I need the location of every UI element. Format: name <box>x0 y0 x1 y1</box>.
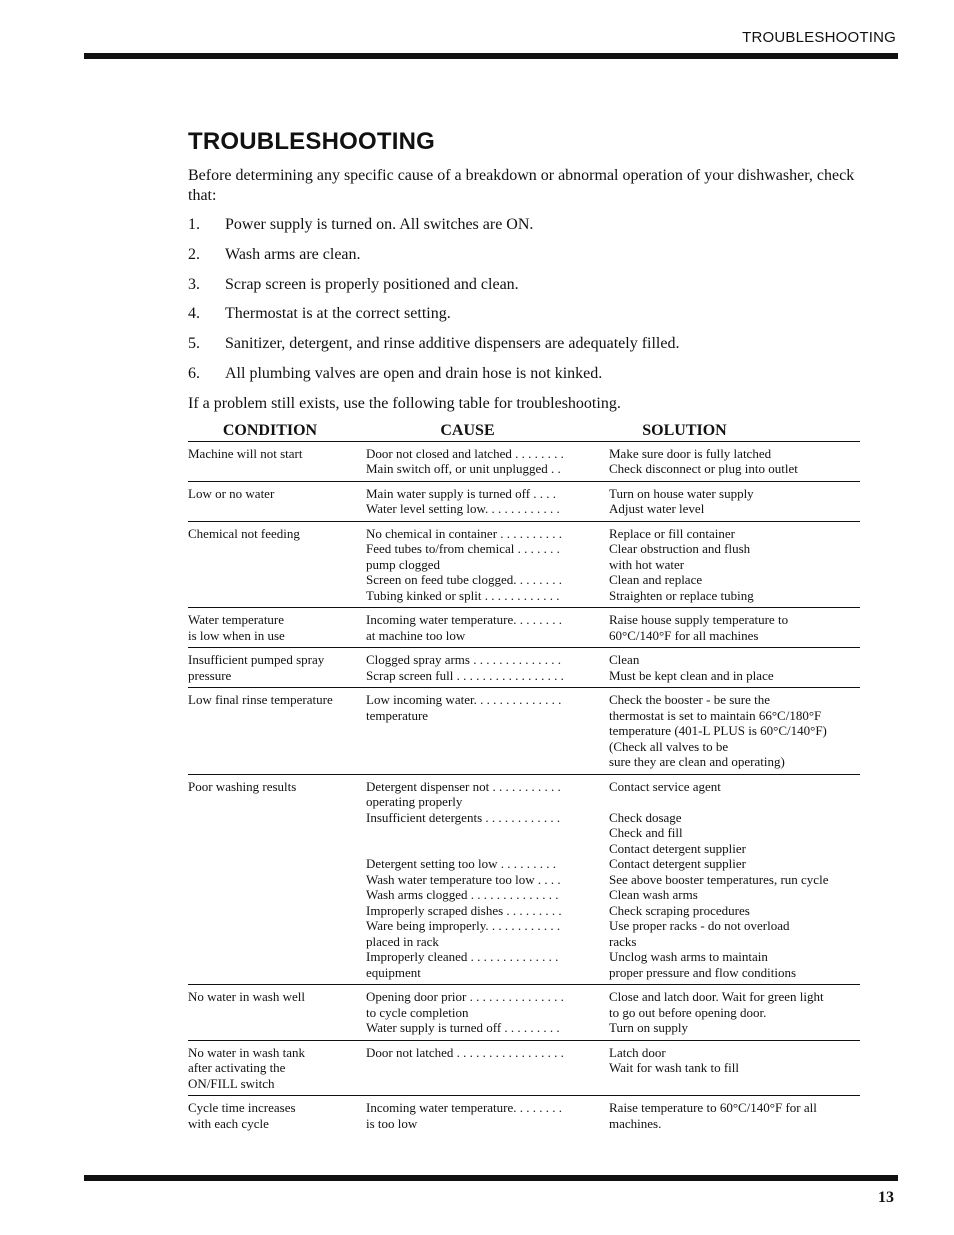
checklist-item <box>188 334 860 354</box>
item-text: Thermostat is at the correct setting. <box>225 305 451 323</box>
cell-line: Water temperature <box>188 612 285 628</box>
solution-cell <box>609 989 860 1036</box>
item-number: 3. <box>188 275 200 293</box>
cell-line: temperature (401-L PLUS is 60°C/140°F) <box>609 723 827 739</box>
cause-cell <box>366 692 609 770</box>
cell-line: Low final rinse temperature <box>188 692 333 708</box>
cell-line: Latch door <box>609 1044 666 1060</box>
cause-cell <box>366 989 609 1036</box>
table-row <box>188 442 860 482</box>
cell-line: Chemical not feeding <box>188 525 300 541</box>
cell-line: to cycle completion <box>366 1004 469 1020</box>
cell-line: racks <box>609 933 637 949</box>
cell-line: placed in rack <box>366 933 439 949</box>
condition-cell <box>188 989 366 1036</box>
cell-line: Screen on feed tube clogged. . . . . . . . <box>366 572 563 588</box>
running-header: TROUBLESHOOTING <box>742 29 896 46</box>
cell-line: Clogged spray arms . . . . . . . . . . . . . . <box>366 652 561 668</box>
cell-line: Water level setting low. . . . . . . . . . . . <box>366 501 560 517</box>
cell-line: Contact detergent supplier <box>609 840 746 856</box>
condition-cell <box>188 526 366 604</box>
cell-line: Door not latched . . . . . . . . . . . . . . . . . <box>366 1044 564 1060</box>
cell-line: ON/FILL switch <box>188 1075 275 1091</box>
cell-line: Must be kept clean and in place <box>609 667 774 683</box>
cell-line: Insufficient pumped spray <box>188 652 325 668</box>
table-row <box>188 775 860 986</box>
section-title: TROUBLESHOOTING <box>188 128 435 155</box>
condition-cell <box>188 1100 366 1131</box>
cause-cell <box>366 526 609 604</box>
cell-line: Use proper racks - do not overload <box>609 918 790 934</box>
cell-line: Low incoming water. . . . . . . . . . . . . . <box>366 692 562 708</box>
cell-line: Adjust water level <box>609 501 705 517</box>
checklist-item <box>188 364 860 384</box>
table-row <box>188 1041 860 1097</box>
troubleshooting-table <box>188 420 860 1136</box>
cell-line: Door not closed and latched . . . . . . . . <box>366 445 564 461</box>
cell-line: Incoming water temperature. . . . . . . . <box>366 1100 563 1116</box>
item-number: 4. <box>188 305 200 323</box>
solution-cell <box>609 692 860 770</box>
cell-line: machines. <box>609 1115 662 1131</box>
cell-line: Raise house supply temperature to <box>609 612 789 628</box>
item-number: 2. <box>188 245 200 263</box>
table-intro: If a problem still exists, use the following table for troubleshooting. <box>188 394 621 412</box>
cell-line: Close and latch door. Wait for green light <box>609 989 824 1005</box>
cell-line: Turn on house water supply <box>609 485 754 501</box>
header-rule <box>84 53 898 59</box>
header-condition: CONDITION <box>222 421 318 439</box>
item-text: Wash arms are clean. <box>225 245 361 263</box>
cell-line: Check the booster - be sure the <box>609 692 771 708</box>
cell-line: Scrap screen full . . . . . . . . . . . . . . . . . <box>366 667 564 683</box>
condition-cell <box>188 652 366 683</box>
cell-line: proper pressure and flow conditions <box>609 964 797 980</box>
cell-line: pump clogged <box>366 556 441 572</box>
solution-cell <box>609 779 860 981</box>
cell-line: pressure <box>188 667 232 683</box>
cell-line: Main switch off, or unit unplugged . . <box>366 461 561 477</box>
page-number: 13 <box>878 1189 894 1206</box>
checklist-item <box>188 215 860 235</box>
solution-cell <box>609 1045 860 1092</box>
cell-line: 60°C/140°F for all machines <box>609 627 759 643</box>
condition-cell <box>188 446 366 477</box>
cell-line: Check dosage <box>609 809 682 825</box>
cell-line: Contact service agent <box>609 778 721 794</box>
cause-cell <box>366 486 609 517</box>
item-text: All plumbing valves are open and drain hose is not kinked. <box>225 364 603 382</box>
cause-cell <box>366 612 609 643</box>
cell-line: Improperly cleaned . . . . . . . . . . . . . . <box>366 949 559 965</box>
checklist-item <box>188 275 860 295</box>
cell-line: Check and fill <box>609 825 683 841</box>
solution-cell <box>609 652 860 683</box>
cell-line: Make sure door is fully latched <box>609 445 772 461</box>
condition-cell <box>188 612 366 643</box>
cell-line: Ware being improperly. . . . . . . . . . . . <box>366 918 561 934</box>
cause-cell <box>366 779 609 981</box>
cause-cell <box>366 1045 609 1092</box>
item-text: Power supply is turned on. All switches are ON. <box>225 216 534 233</box>
cell-line: Clean <box>609 652 640 668</box>
cell-line: Poor washing results <box>188 778 297 794</box>
solution-cell <box>609 612 860 643</box>
condition-cell <box>188 779 366 981</box>
header-solution: SOLUTION <box>642 421 727 439</box>
cell-line: Detergent setting too low . . . . . . . . . <box>366 856 557 872</box>
cell-line: Unclog wash arms to maintain <box>609 949 768 965</box>
cell-line: Insufficient detergents . . . . . . . . . . . . <box>366 809 561 825</box>
cell-line: operating properly <box>366 794 463 810</box>
table-row <box>188 522 860 609</box>
condition-cell <box>188 1045 366 1092</box>
cell-line: Feed tubes to/from chemical . . . . . . . <box>366 541 560 557</box>
cell-line: Clean wash arms <box>609 887 698 903</box>
cell-line: Turn on supply <box>609 1020 688 1036</box>
condition-cell <box>188 486 366 517</box>
main-content <box>188 128 860 1135</box>
solution-cell <box>609 446 860 477</box>
table-row <box>188 985 860 1041</box>
item-text: Scrap screen is properly positioned and clean. <box>225 275 519 293</box>
table-row <box>188 1096 860 1135</box>
table-row <box>188 608 860 648</box>
cell-line: See above booster temperatures, run cycle <box>609 871 829 887</box>
checklist-item <box>188 245 860 265</box>
cell-line: No water in wash tank <box>188 1044 305 1060</box>
cell-line: Wait for wash tank to fill <box>609 1060 740 1076</box>
cell-line: Improperly scraped dishes . . . . . . . . . <box>366 902 562 918</box>
cell-line: Clean and replace <box>609 572 703 588</box>
cell-line: at machine too low <box>366 627 466 643</box>
checklist <box>188 215 860 384</box>
cell-line: Incoming water temperature. . . . . . . . <box>366 612 563 628</box>
item-number: 1. <box>188 216 200 233</box>
cell-line: with each cycle <box>188 1115 269 1131</box>
cause-cell <box>366 652 609 683</box>
cell-line: Water supply is turned off . . . . . . . . . <box>366 1020 560 1036</box>
condition-cell <box>188 692 366 770</box>
cell-line <box>366 825 609 841</box>
cell-line: Wash arms clogged . . . . . . . . . . . . . . <box>366 887 559 903</box>
cell-line: Machine will not start <box>188 445 303 461</box>
header-cause: CAUSE <box>440 421 495 439</box>
intro-paragraph: Before determining any specific cause of a breakdown or abnormal operation of your dishwasher, check that: <box>188 167 855 204</box>
cell-line: No water in wash well <box>188 989 305 1005</box>
cell-line: is low when in use <box>188 627 285 643</box>
table-row <box>188 688 860 775</box>
cell-line <box>609 794 860 810</box>
cell-line: Replace or fill container <box>609 525 735 541</box>
cell-line: equipment <box>366 964 421 980</box>
cell-line: Opening door prior . . . . . . . . . . . . . . . <box>366 989 564 1005</box>
table-row <box>188 482 860 522</box>
cell-line: with hot water <box>609 556 685 572</box>
cell-line: Cycle time increases <box>188 1100 296 1116</box>
cell-line: Tubing kinked or split . . . . . . . . . . . . <box>366 587 560 603</box>
item-number: 5. <box>188 335 200 353</box>
solution-cell <box>609 486 860 517</box>
cause-cell <box>366 1100 609 1131</box>
item-text: Sanitizer, detergent, and rinse additive dispensers are adequately filled. <box>225 335 680 353</box>
cell-line: Straighten or replace tubing <box>609 587 754 603</box>
cell-line: Wash water temperature too low . . . . <box>366 871 561 887</box>
item-number: 6. <box>188 364 200 382</box>
solution-cell <box>609 526 860 604</box>
solution-cell <box>609 1100 860 1131</box>
cell-line: Check scraping procedures <box>609 902 750 918</box>
cell-line: is too low <box>366 1115 418 1131</box>
table-body <box>188 442 860 1136</box>
footer-rule <box>84 1175 898 1181</box>
cell-line: sure they are clean and operating) <box>609 754 785 770</box>
cell-line: Raise temperature to 60°C/140°F for all <box>609 1100 817 1116</box>
cell-line: after activating the <box>188 1060 286 1076</box>
cell-line: No chemical in container . . . . . . . . . . <box>366 525 563 541</box>
cell-line: Detergent dispenser not . . . . . . . . . . . <box>366 778 561 794</box>
cell-line: temperature <box>366 707 429 723</box>
cause-cell <box>366 446 609 477</box>
cell-line: (Check all valves to be <box>609 738 729 754</box>
cell-line: thermostat is set to maintain 66°C/180°F <box>609 707 822 723</box>
checklist-item <box>188 304 860 324</box>
cell-line: Contact detergent supplier <box>609 856 746 872</box>
cell-line: Check disconnect or plug into outlet <box>609 461 798 477</box>
table-row <box>188 648 860 688</box>
cell-line: Main water supply is turned off . . . . <box>366 485 557 501</box>
cell-line <box>366 841 609 857</box>
cell-line: to go out before opening door. <box>609 1004 767 1020</box>
cell-line: Low or no water <box>188 485 275 501</box>
cell-line: Clear obstruction and flush <box>609 541 751 557</box>
table-header <box>188 420 860 442</box>
